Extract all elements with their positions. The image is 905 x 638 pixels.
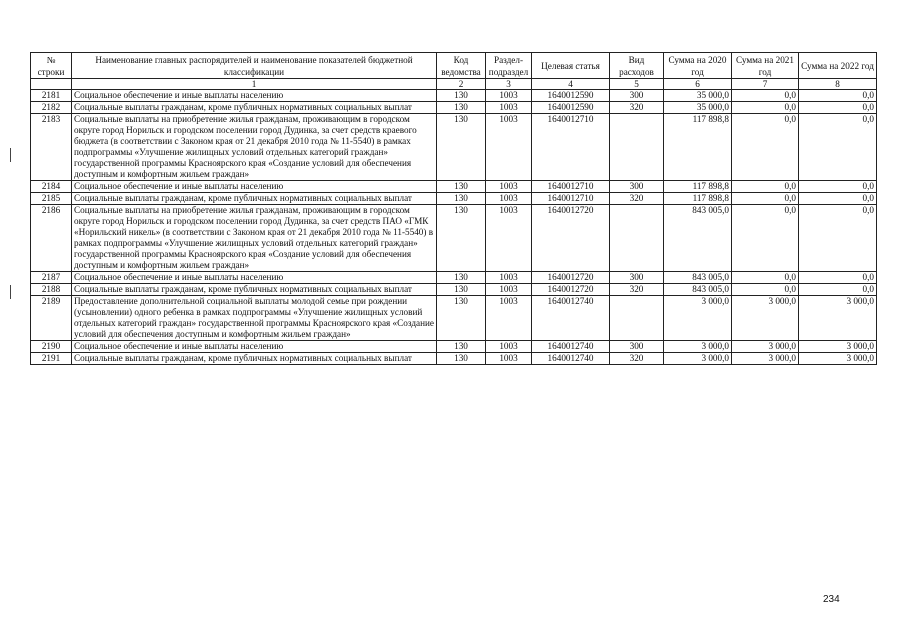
sum-2021: 3 000,0 <box>732 353 799 365</box>
col-header-section: Раздел-подраздел <box>486 53 532 79</box>
sum-2020: 117 898,8 <box>664 193 732 205</box>
table-row <box>31 272 877 284</box>
row-number: 2183 <box>31 114 72 181</box>
column-number-row <box>31 79 877 90</box>
col-header-sum-2021: Сумма на 2021 год <box>732 53 799 79</box>
row-number: 2191 <box>31 353 72 365</box>
target-item: 1640012590 <box>532 90 610 102</box>
target-item: 1640012710 <box>532 114 610 181</box>
header-row <box>31 53 877 79</box>
row-name: Социальные выплаты гражданам, кроме публичных нормативных социальных выплат <box>72 102 437 114</box>
sum-2021: 0,0 <box>732 114 799 181</box>
row-name: Предоставление дополнительной социальной выплаты молодой семье при рождении (усыновлении) одного ребенка в рамках подпрограммы «Улучшение жилищных условий отдельных категорий граждан» государственной программы Красноярского края «Создание условий для обеспечения доступным и комфортным жильем граждан» <box>72 296 437 341</box>
department-code: 130 <box>437 181 486 193</box>
expense-type: 300 <box>610 181 664 193</box>
page-number: 234 <box>823 594 840 605</box>
department-code: 130 <box>437 193 486 205</box>
column-number <box>31 79 72 90</box>
table-row <box>31 353 877 365</box>
sum-2021: 0,0 <box>732 272 799 284</box>
expense-type: 320 <box>610 353 664 365</box>
sum-2020: 3 000,0 <box>664 296 732 341</box>
sum-2020: 35 000,0 <box>664 90 732 102</box>
row-number: 2189 <box>31 296 72 341</box>
col-header-department-code: Код ведомства <box>437 53 486 79</box>
expense-type: 300 <box>610 341 664 353</box>
section-code: 1003 <box>486 341 532 353</box>
row-name: Социальное обеспечение и иные выплаты населению <box>72 181 437 193</box>
target-item: 1640012740 <box>532 341 610 353</box>
sum-2021: 0,0 <box>732 284 799 296</box>
sum-2021: 0,0 <box>732 205 799 272</box>
expense-type: 320 <box>610 193 664 205</box>
row-number: 2181 <box>31 90 72 102</box>
section-code: 1003 <box>486 284 532 296</box>
department-code: 130 <box>437 272 486 284</box>
department-code: 130 <box>437 341 486 353</box>
row-number: 2184 <box>31 181 72 193</box>
expense-type <box>610 296 664 341</box>
col-header-target-item: Целевая статья <box>532 53 610 79</box>
row-name: Социальные выплаты на приобретение жилья гражданам, проживающим в городском округе город Норильск и городском поселении город Дудинка, за счет средств краевого бюджета (в соответствии с Законом края от 21 декабря 2010 года № 11-5540) в рамках подпрограммы «Улучшение жилищных условий отдельных категорий граждан» государственной программы Красноярского края «Создание условий для обеспечения доступным и комфортным жильем граждан» <box>72 114 437 181</box>
department-code: 130 <box>437 102 486 114</box>
budget-table <box>30 52 877 365</box>
department-code: 130 <box>437 90 486 102</box>
sum-2022: 3 000,0 <box>799 341 877 353</box>
row-number: 2187 <box>31 272 72 284</box>
table-row <box>31 193 877 205</box>
target-item: 1640012720 <box>532 205 610 272</box>
sum-2020: 3 000,0 <box>664 353 732 365</box>
section-code: 1003 <box>486 353 532 365</box>
table-row <box>31 284 877 296</box>
sum-2022: 0,0 <box>799 90 877 102</box>
target-item: 1640012710 <box>532 181 610 193</box>
sum-2020: 3 000,0 <box>664 341 732 353</box>
sum-2020: 843 005,0 <box>664 284 732 296</box>
sum-2022: 0,0 <box>799 205 877 272</box>
section-code: 1003 <box>486 102 532 114</box>
target-item: 1640012740 <box>532 296 610 341</box>
margin-mark <box>10 285 11 299</box>
sum-2021: 3 000,0 <box>732 341 799 353</box>
col-header-sum-2022: Сумма на 2022 год <box>799 53 877 79</box>
department-code: 130 <box>437 296 486 341</box>
sum-2021: 0,0 <box>732 181 799 193</box>
section-code: 1003 <box>486 193 532 205</box>
department-code: 130 <box>437 114 486 181</box>
expense-type <box>610 205 664 272</box>
sum-2022: 3 000,0 <box>799 353 877 365</box>
target-item: 1640012710 <box>532 193 610 205</box>
target-item: 1640012720 <box>532 272 610 284</box>
target-item: 1640012740 <box>532 353 610 365</box>
section-code: 1003 <box>486 90 532 102</box>
col-header-row-number: № строки <box>31 53 72 79</box>
row-number: 2182 <box>31 102 72 114</box>
expense-type <box>610 114 664 181</box>
row-name: Социальное обеспечение и иные выплаты населению <box>72 341 437 353</box>
col-header-expense-type: Вид расходов <box>610 53 664 79</box>
sum-2022: 0,0 <box>799 181 877 193</box>
margin-mark <box>10 148 11 162</box>
expense-type: 320 <box>610 284 664 296</box>
sum-2022: 0,0 <box>799 272 877 284</box>
row-name: Социальные выплаты гражданам, кроме публичных нормативных социальных выплат <box>72 353 437 365</box>
sum-2020: 843 005,0 <box>664 205 732 272</box>
table-row <box>31 114 877 181</box>
column-number: 3 <box>486 79 532 90</box>
row-number: 2190 <box>31 341 72 353</box>
sum-2021: 0,0 <box>732 102 799 114</box>
column-number: 7 <box>732 79 799 90</box>
sum-2021: 0,0 <box>732 193 799 205</box>
department-code: 130 <box>437 284 486 296</box>
department-code: 130 <box>437 205 486 272</box>
sum-2022: 3 000,0 <box>799 296 877 341</box>
table-row <box>31 296 877 341</box>
sum-2022: 0,0 <box>799 193 877 205</box>
table-row <box>31 90 877 102</box>
row-number: 2186 <box>31 205 72 272</box>
column-number: 6 <box>664 79 732 90</box>
sum-2020: 843 005,0 <box>664 272 732 284</box>
column-number: 2 <box>437 79 486 90</box>
expense-type: 300 <box>610 272 664 284</box>
table-row <box>31 102 877 114</box>
target-item: 1640012590 <box>532 102 610 114</box>
row-name: Социальные выплаты гражданам, кроме публичных нормативных социальных выплат <box>72 193 437 205</box>
section-code: 1003 <box>486 272 532 284</box>
column-number: 8 <box>799 79 877 90</box>
row-name: Социальные выплаты на приобретение жилья гражданам, проживающим в городском округе город Норильск и городском поселении город Дудинка, за счет средств ПАО «ГМК «Норильский никель» (в соответствии с Законом края от 21 декабря 2010 года № 11-5540) в рамках подпрограммы «Улучшение жилищных условий отдельных категорий граждан» государственной программы Красноярского края «Создание условий для обеспечения доступным и комфортным жильем граждан» <box>72 205 437 272</box>
sum-2022: 0,0 <box>799 114 877 181</box>
sum-2020: 117 898,8 <box>664 181 732 193</box>
column-number: 1 <box>72 79 437 90</box>
column-number: 5 <box>610 79 664 90</box>
sum-2020: 117 898,8 <box>664 114 732 181</box>
section-code: 1003 <box>486 114 532 181</box>
sum-2022: 0,0 <box>799 284 877 296</box>
section-code: 1003 <box>486 296 532 341</box>
column-number: 4 <box>532 79 610 90</box>
sum-2022: 0,0 <box>799 102 877 114</box>
expense-type: 300 <box>610 90 664 102</box>
row-name: Социальные выплаты гражданам, кроме публичных нормативных социальных выплат <box>72 284 437 296</box>
sum-2020: 35 000,0 <box>664 102 732 114</box>
row-name: Социальное обеспечение и иные выплаты населению <box>72 90 437 102</box>
table-row <box>31 205 877 272</box>
table-row <box>31 181 877 193</box>
table-row <box>31 341 877 353</box>
department-code: 130 <box>437 353 486 365</box>
col-header-name: Наименование главных распорядителей и наименование показателей бюджетной классификации <box>72 53 437 79</box>
expense-type: 320 <box>610 102 664 114</box>
section-code: 1003 <box>486 181 532 193</box>
target-item: 1640012720 <box>532 284 610 296</box>
col-header-sum-2020: Сумма на 2020 год <box>664 53 732 79</box>
section-code: 1003 <box>486 205 532 272</box>
row-number: 2188 <box>31 284 72 296</box>
sum-2021: 3 000,0 <box>732 296 799 341</box>
sum-2021: 0,0 <box>732 90 799 102</box>
row-name: Социальное обеспечение и иные выплаты населению <box>72 272 437 284</box>
row-number: 2185 <box>31 193 72 205</box>
